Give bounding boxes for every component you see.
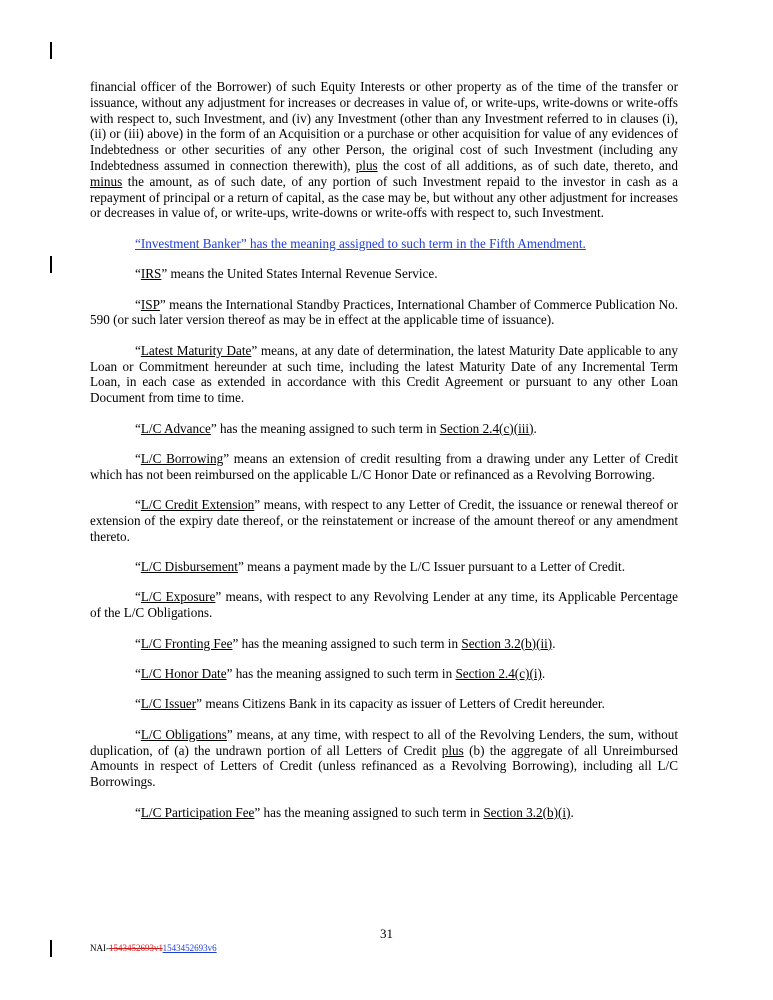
change-bar bbox=[50, 42, 52, 59]
definition-lc-disbursement: “L/C Disbursement” means a payment made by the L/C Issuer pursuant to a Letter of Credit. bbox=[135, 559, 626, 575]
defined-term: L/C Borrowing bbox=[140, 450, 224, 466]
investment-definition-continuation: financial officer of the Borrower) of such Equity Interests or other property as of the time of the transfer or issuance, without any adjustment for increases or decreases in value of, or write-ups, write-downs or write-offs with respect to, such Investment, and (iv) any Investment (other than any Investment referred to in clauses (i), (ii) or (iii) above) in the form of an Acquisition or a purchase or other acquisition for value of any evidences of Indebtedness or other securities of any other Person, the original cost of such Investment (including any Indebtedness assumed in connection therewith), plus the cost of all additions, as of such date, thereto, and minus the amount, as of such date, of any portion of such Investment repaid to the investor in cash as a repayment of principal or a return of capital, as the case may be, but without any other adjustment for increases or decreases in value of, or write-ups, write-downs or write-offs with respect to, such Investment. bbox=[90, 79, 678, 221]
defined-term: L/C Disbursement bbox=[140, 559, 238, 575]
defined-term: L/C Honor Date bbox=[140, 666, 227, 682]
definition-lc-credit-extension: “L/C Credit Extension” means, with respect to any Letter of Credit, the issuance or renewal thereof or extension of the expiry date thereof, or the reinstatement or increase of the amount thereof or any amendment thereto. bbox=[90, 497, 678, 544]
defined-term: L/C Advance bbox=[140, 420, 211, 436]
page-body bbox=[90, 79, 678, 820]
defined-term: L/C Participation Fee bbox=[140, 804, 255, 820]
definition-lc-honor-date: “L/C Honor Date” has the meaning assigned to such term in Section 2.4(c)(i). bbox=[135, 666, 546, 682]
definition-lc-borrowing: “L/C Borrowing” means an extension of credit resulting from a drawing under any Letter of Credit which has not been reimbursed on the applicable L/C Honor Date or refinanced as a Revolving Borrowing. bbox=[90, 450, 678, 482]
change-bar bbox=[50, 256, 52, 273]
definition-lc-exposure: “L/C Exposure” means, with respect to any Revolving Lender at any time, its Applicable Percentage of the L/C Obligations. bbox=[90, 589, 678, 621]
section-reference: Section 2.4(c)(i) bbox=[455, 666, 542, 682]
section-reference: Section 3.2(b)(i) bbox=[483, 804, 571, 820]
definition-lc-issuer: “L/C Issuer” means Citizens Bank in its capacity as issuer of Letters of Credit hereunder. bbox=[135, 696, 605, 712]
section-reference: Section 3.2(b)(ii) bbox=[461, 635, 553, 651]
defined-term: IRS bbox=[140, 266, 162, 282]
deleted-text: 1543452693v1 bbox=[109, 943, 163, 953]
definition-irs: “IRS” means the United States Internal Revenue Service. bbox=[135, 266, 438, 282]
inserted-text: 1543452693v6 bbox=[162, 943, 217, 953]
defined-term: L/C Fronting Fee bbox=[140, 635, 233, 651]
defined-term: L/C Credit Extension bbox=[140, 497, 255, 513]
definition-lc-fronting-fee: “L/C Fronting Fee” has the meaning assigned to such term in Section 3.2(b)(ii). bbox=[135, 635, 556, 651]
inserted-text: “Investment Banker” has the meaning assigned to such term in the Fifth Amendment. bbox=[135, 235, 586, 251]
definition-latest-maturity-date: “Latest Maturity Date” means, at any date of determination, the latest Maturity Date applicable to any Loan or Commitment hereunder at such time, including the latest Maturity Date of any Incremental Term Loan, in each case as extended in accordance with this Credit Agreement or pursuant to any other Loan Document from time to time. bbox=[90, 342, 679, 406]
definition-lc-participation-fee: “L/C Participation Fee” has the meaning assigned to such term in Section 3.2(b)(i). bbox=[135, 804, 574, 820]
page-number: 31 bbox=[380, 926, 393, 941]
definition-lc-obligations: “L/C Obligations” means, at any time, with respect to all of the Revolving Lenders, the sum, without duplication, of (a) the undrawn portion of all Letters of Credit plus (b) the aggregate of all Unreimbursed Amounts in respect of Letters of Credit (unless refinanced as a Revolving Borrowing), including all L/C Borrowings. bbox=[90, 726, 679, 790]
definition-lc-advance: “L/C Advance” has the meaning assigned to such term in Section 2.4(c)(iii). bbox=[135, 420, 537, 436]
change-bar bbox=[50, 940, 52, 957]
defined-term: Latest Maturity Date bbox=[140, 342, 252, 358]
definition-isp: “ISP” means the International Standby Practices, International Chamber of Commerce Publication No. 590 (or such later version thereof as may be in effect at the applicable time of issuance). bbox=[90, 296, 678, 328]
defined-term: L/C Obligations bbox=[140, 726, 227, 742]
defined-term: L/C Exposure bbox=[140, 589, 216, 605]
definition-investment-banker bbox=[90, 236, 678, 252]
section-reference: Section 2.4(c)(iii) bbox=[439, 420, 534, 436]
defined-term: L/C Issuer bbox=[140, 696, 197, 712]
defined-term: ISP bbox=[140, 296, 160, 312]
document-id: NAI-1543452693v11543452693v6 bbox=[90, 943, 217, 953]
